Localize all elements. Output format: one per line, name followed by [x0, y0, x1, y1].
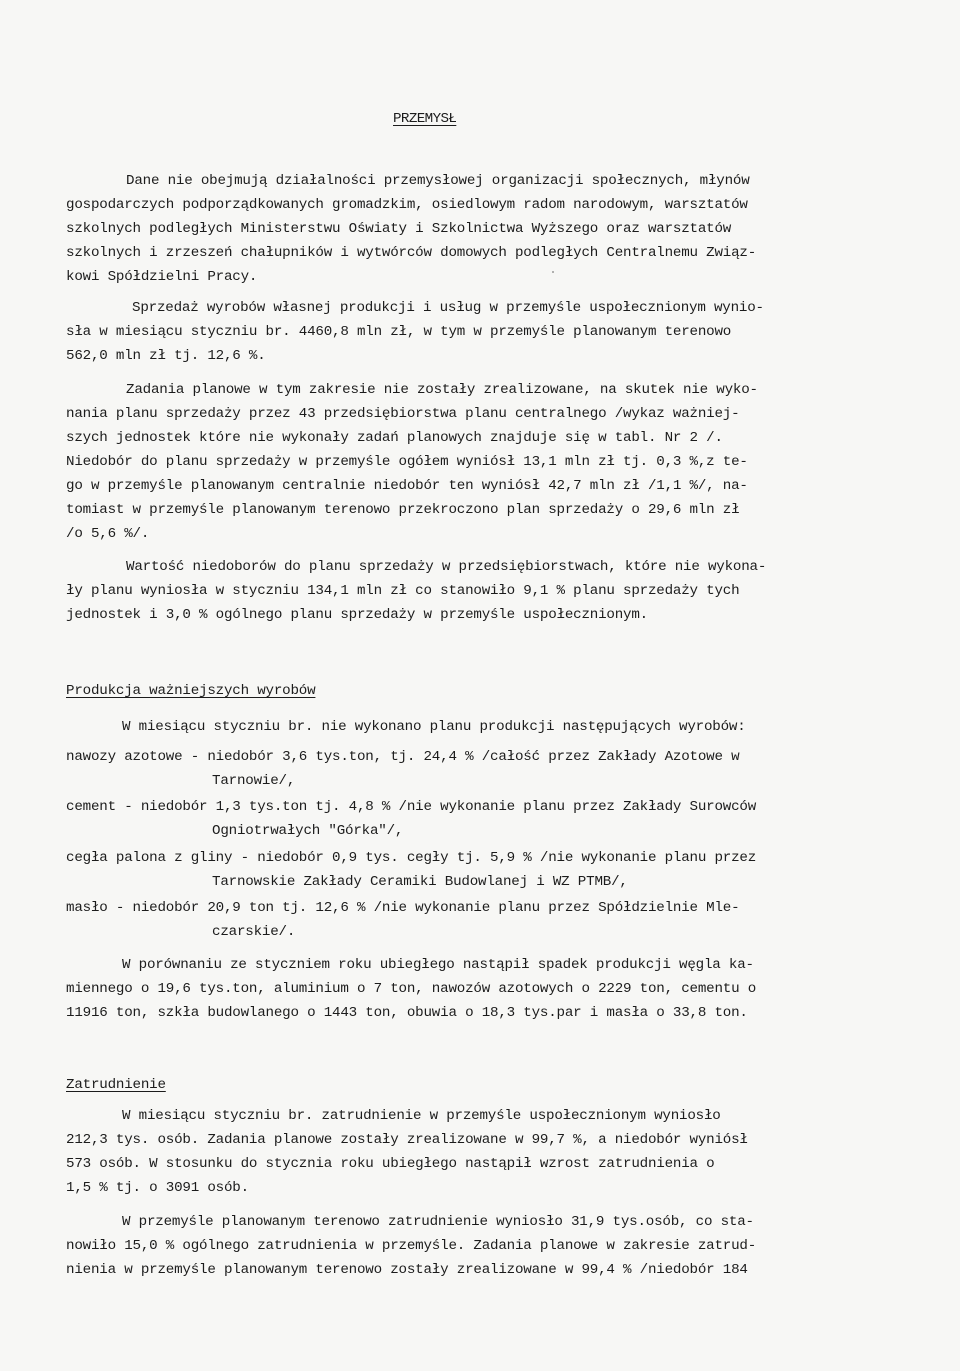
paragraph-6-line-2: miennego o 19,6 tys.ton, aluminium o 7 ton, nawozów azotowych o 2229 ton, cementu o — [66, 981, 757, 997]
item-maslo-line-1: masło - niedobór 20,9 ton tj. 12,6 % /nie wykonanie planu przez Spółdzielnie Mle- — [66, 900, 740, 916]
paragraph-3-line-4: Niedobór do planu sprzedaży w przemyśle ogółem wyniósł 13,1 mln zł tj. 0,3 %,z te- — [66, 454, 748, 470]
paragraph-7-line-3: 573 osób. W stosunku do stycznia roku ubiegłego nastąpił wzrost zatrudnienia o — [66, 1156, 715, 1172]
item-cegla-line-2: Tarnowskie Zakłady Ceramiki Budowlanej i WZ PTMB/, — [212, 874, 628, 890]
production-intro: W miesiącu styczniu br. nie wykonano planu produkcji następujących wyrobów: — [122, 719, 746, 735]
paragraph-6-line-1: W porównaniu ze styczniem roku ubiegłego nastąpił spadek produkcji węgla ka- — [122, 957, 754, 973]
paragraph-3-line-7: /o 5,6 %/. — [66, 526, 150, 542]
paragraph-7-line-2: 212,3 tys. osób. Zadania planowe zostały zrealizowane w 99,7 %, a niedobór wyniósł — [66, 1132, 748, 1148]
paragraph-8-line-3: nienia w przemyśle planowanym terenowo zostały zrealizowane w 99,4 % /niedobór 184 — [66, 1262, 748, 1278]
item-cegla-line-1: cegła palona z gliny - niedobór 0,9 tys. cegły tj. 5,9 % /nie wykonanie planu przez — [66, 850, 757, 866]
paragraph-3-line-6: tomiast w przemyśle planowanym terenowo przekroczono plan sprzedaży o 29,6 mln zł — [66, 502, 740, 518]
paragraph-7-line-1: W miesiącu styczniu br. zatrudnienie w przemyśle uspołecznionym wyniosło — [122, 1108, 721, 1124]
paragraph-3-line-3: szych jednostek które nie wykonały zadań planowych znajduje się w tabl. Nr 2 /. — [66, 430, 723, 446]
item-nawozy-line-1: nawozy azotowe - niedobór 3,6 tys.ton, tj. 24,4 % /całość przez Zakłady Azotowe w — [66, 749, 740, 765]
paragraph-2-line-2: sła w miesiącu styczniu br. 4460,8 mln zł, w tym w przemyśle planowanym terenowo — [66, 324, 732, 340]
paragraph-4-line-3: jednostek i 3,0 % ogólnego planu sprzedaży w przemyśle uspołecznionym. — [66, 607, 648, 623]
item-cement-line-1: cement - niedobór 1,3 tys.ton tj. 4,8 % /nie wykonanie planu przez Zakłady Surowców — [66, 799, 757, 815]
paragraph-8-line-1: W przemyśle planowanym terenowo zatrudnienie wyniosło 31,9 tys.osób, co sta- — [122, 1214, 754, 1230]
paragraph-1-line-3: szkolnych podległych Ministerstwu Oświaty i Szkolnictwa Wyższego oraz warsztatów — [66, 221, 732, 237]
paragraph-7-line-4: 1,5 % tj. o 3091 osób. — [66, 1180, 249, 1196]
paragraph-1-line-2: gospodarczych podporządkowanych gromadzkim, osiedlowym radom narodowym, warsztatów — [66, 197, 748, 213]
section-heading-employment: Zatrudnienie — [66, 1077, 166, 1093]
page-title: PRZEMYSŁ — [393, 111, 457, 127]
paragraph-1-line-1: Dane nie obejmują działalności przemysłowej organizacji społecznych, młynów — [126, 173, 750, 189]
item-maslo-line-2: czarskie/. — [212, 924, 296, 940]
paragraph-2-line-1: Sprzedaż wyrobów własnej produkcji i usług w przemyśle uspołecznionym wynio- — [132, 300, 764, 316]
paragraph-4-line-1: Wartość niedoborów do planu sprzedaży w przedsiębiorstwach, które nie wykona- — [126, 559, 767, 575]
paragraph-6-line-3: 11916 ton, szkła budowlanego o 1443 ton, obuwia o 18,3 tys.par i masła o 33,8 ton. — [66, 1005, 748, 1021]
scan-speck — [552, 271, 554, 273]
paragraph-1-line-5: kowi Spółdzielni Pracy. — [66, 269, 258, 285]
item-nawozy-line-2: Tarnowie/, — [212, 773, 296, 789]
paragraph-3-line-5: go w przemyśle planowanym centralnie niedobór ten wyniósł 42,7 mln zł /1,1 %/, na- — [66, 478, 748, 494]
section-heading-production: Produkcja ważniejszych wyrobów — [66, 683, 316, 699]
paragraph-3-line-1: Zadania planowe w tym zakresie nie zostały zrealizowane, na skutek nie wyko- — [126, 382, 758, 398]
paragraph-4-line-2: ły planu wyniosła w styczniu 134,1 mln zł co stanowiło 9,1 % planu sprzedaży tych — [66, 583, 740, 599]
item-cement-line-2: Ogniotrwałych "Górka"/, — [212, 823, 404, 839]
paragraph-8-line-2: nowiło 15,0 % ogólnego zatrudnienia w przemyśle. Zadania planowe w zakresie zatrud- — [66, 1238, 757, 1254]
paragraph-3-line-2: nania planu sprzedaży przez 43 przedsiębiorstwa planu centralnego /wykaz ważniej- — [66, 406, 740, 422]
paragraph-1-line-4: szkolnych i zrzeszeń chałupników i wytwórców domowych podległych Centralnemu Związ- — [66, 245, 757, 261]
paragraph-2-line-3: 562,0 mln zł tj. 12,6 %. — [66, 348, 266, 364]
